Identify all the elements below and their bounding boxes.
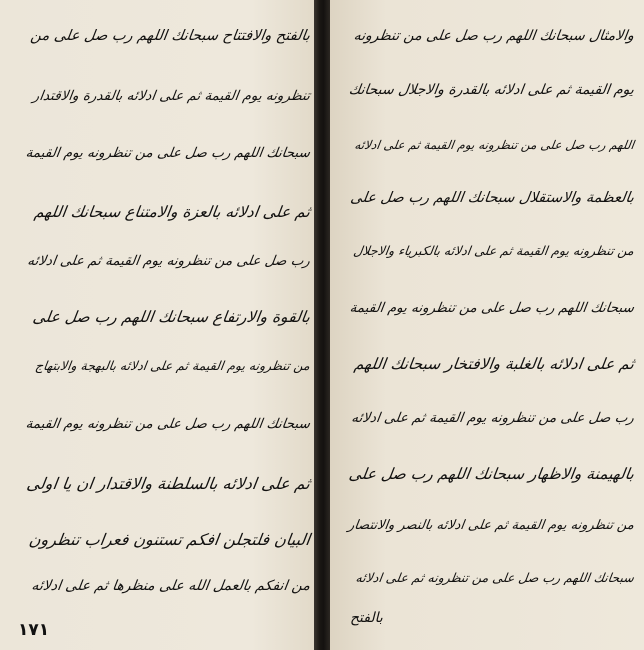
text-line: يوم القيمة ثم على ادلائه بالقدرة والاجلال سبحانك <box>347 82 636 98</box>
text-line: بالهيمنة والاظهار سبحانك اللهم رب صل على <box>347 465 636 483</box>
text-line: سبحانك اللهم رب صل على من تنظرونه يوم القيمة <box>348 300 636 316</box>
right-page <box>330 0 644 650</box>
text-line: والامثال سبحانك اللهم رب صل على من تنظرونه <box>352 28 636 44</box>
text-line: بالقوة والارتفاع سبحانك اللهم رب صل على <box>31 308 312 326</box>
left-page <box>0 0 314 650</box>
text-line: من تنظرونه يوم القيمة ثم على ادلائه بالكبرياء والاجلال <box>352 243 636 258</box>
text-line: البيان فلتجلن افكم تستنون فعراب تنظرون <box>27 530 312 549</box>
text-line: ثم على ادلائه بالغلبة والافتخار سبحانك اللهم <box>352 355 636 373</box>
text-line: من تنظرونه يوم القيمة ثم على ادلائه بالنصر والانتصار <box>347 518 636 533</box>
text-line: بالعظمة والاستقلال سبحانك اللهم رب صل على <box>349 190 636 206</box>
book-gutter <box>314 0 330 650</box>
text-line: سبحانك اللهم رب صل على من تنظرونه ثم على ادلائه <box>354 570 636 585</box>
text-line: سبحانك اللهم رب صل على من تنظرونه يوم القيمة <box>24 145 312 161</box>
catchword: بالفتح <box>350 610 383 626</box>
text-line: سبحانك اللهم رب صل على من تنظرونه يوم القيمة <box>24 416 312 432</box>
text-line: رب صل على من تنظرونه يوم القيمة ثم على ادلائه <box>26 253 312 269</box>
text-line: اللهم رب صل على من تنظرونه يوم القيمة ثم على ادلائه <box>353 138 635 152</box>
text-line: رب صل على من تنظرونه يوم القيمة ثم على ادلائه <box>350 410 636 426</box>
page-number: ١٧١ <box>18 620 50 640</box>
text-line: ثم على ادلائه بالسلطنة والاقتدار ان يا اولى <box>25 474 312 493</box>
text-line: بالفتح والافتتاح سبحانك اللهم رب صل على من <box>29 28 312 44</box>
text-line: تنظرونه يوم القيمة ثم على ادلائه بالقدرة والاقتدار <box>31 88 312 104</box>
text-line: ثم على ادلائه بالعزة والامتناع سبحانك اللهم <box>33 203 312 221</box>
text-line: من تنظرونه يوم القيمة ثم على ادلائه بالبهجة والابتهاج <box>34 358 312 373</box>
text-line: من انفكم بالعمل الله على منظرها ثم على ادلائه <box>30 578 312 594</box>
